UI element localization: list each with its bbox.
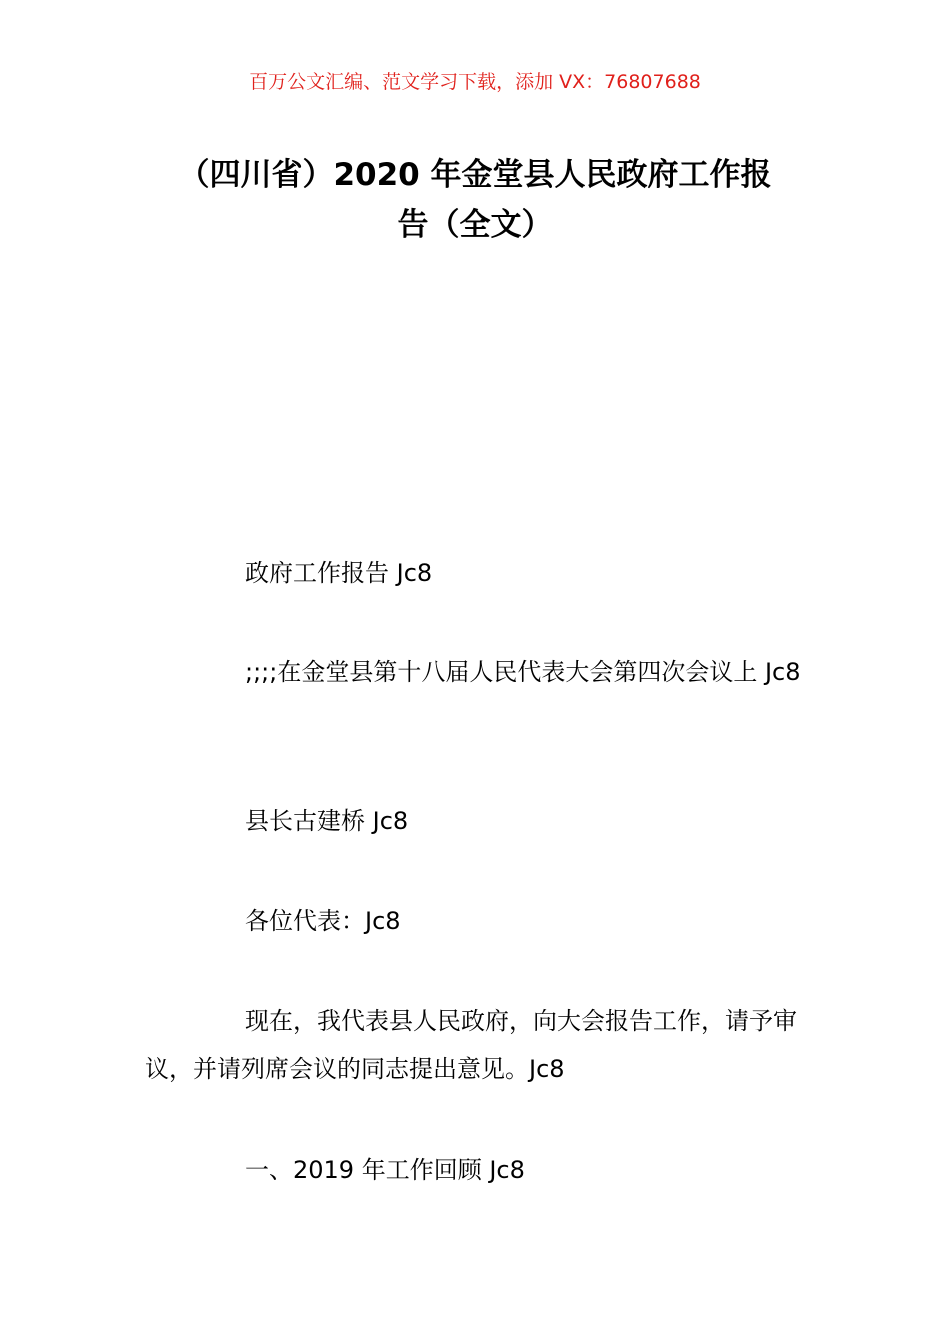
paragraph-report-heading: 政府工作报告 Jc8 <box>245 559 433 587</box>
paragraph-opening: 现在，我代表县人民政府，向大会报告工作，请予审议，并请列席会议的同志提出意见。Jc8 <box>145 1007 797 1083</box>
title-line-1: （四川省）2020 年金堂县人民政府工作报 <box>178 157 772 193</box>
watermark-header: 百万公文汇编、范文学习下载，添加 VX：76807688 <box>249 71 701 93</box>
document-title <box>145 150 805 250</box>
paragraph-section-heading: 一、2019 年工作回顾 Jc8 <box>245 1156 525 1184</box>
title-line-2: 告（全文） <box>397 207 553 243</box>
paragraph-speaker: 县长古建桥 Jc8 <box>245 807 409 835</box>
paragraph-meeting-name: ;;;;在金堂县第十八届人民代表大会第四次会议上 Jc8 <box>245 658 801 686</box>
paragraph-salutation: 各位代表：Jc8 <box>245 907 401 935</box>
